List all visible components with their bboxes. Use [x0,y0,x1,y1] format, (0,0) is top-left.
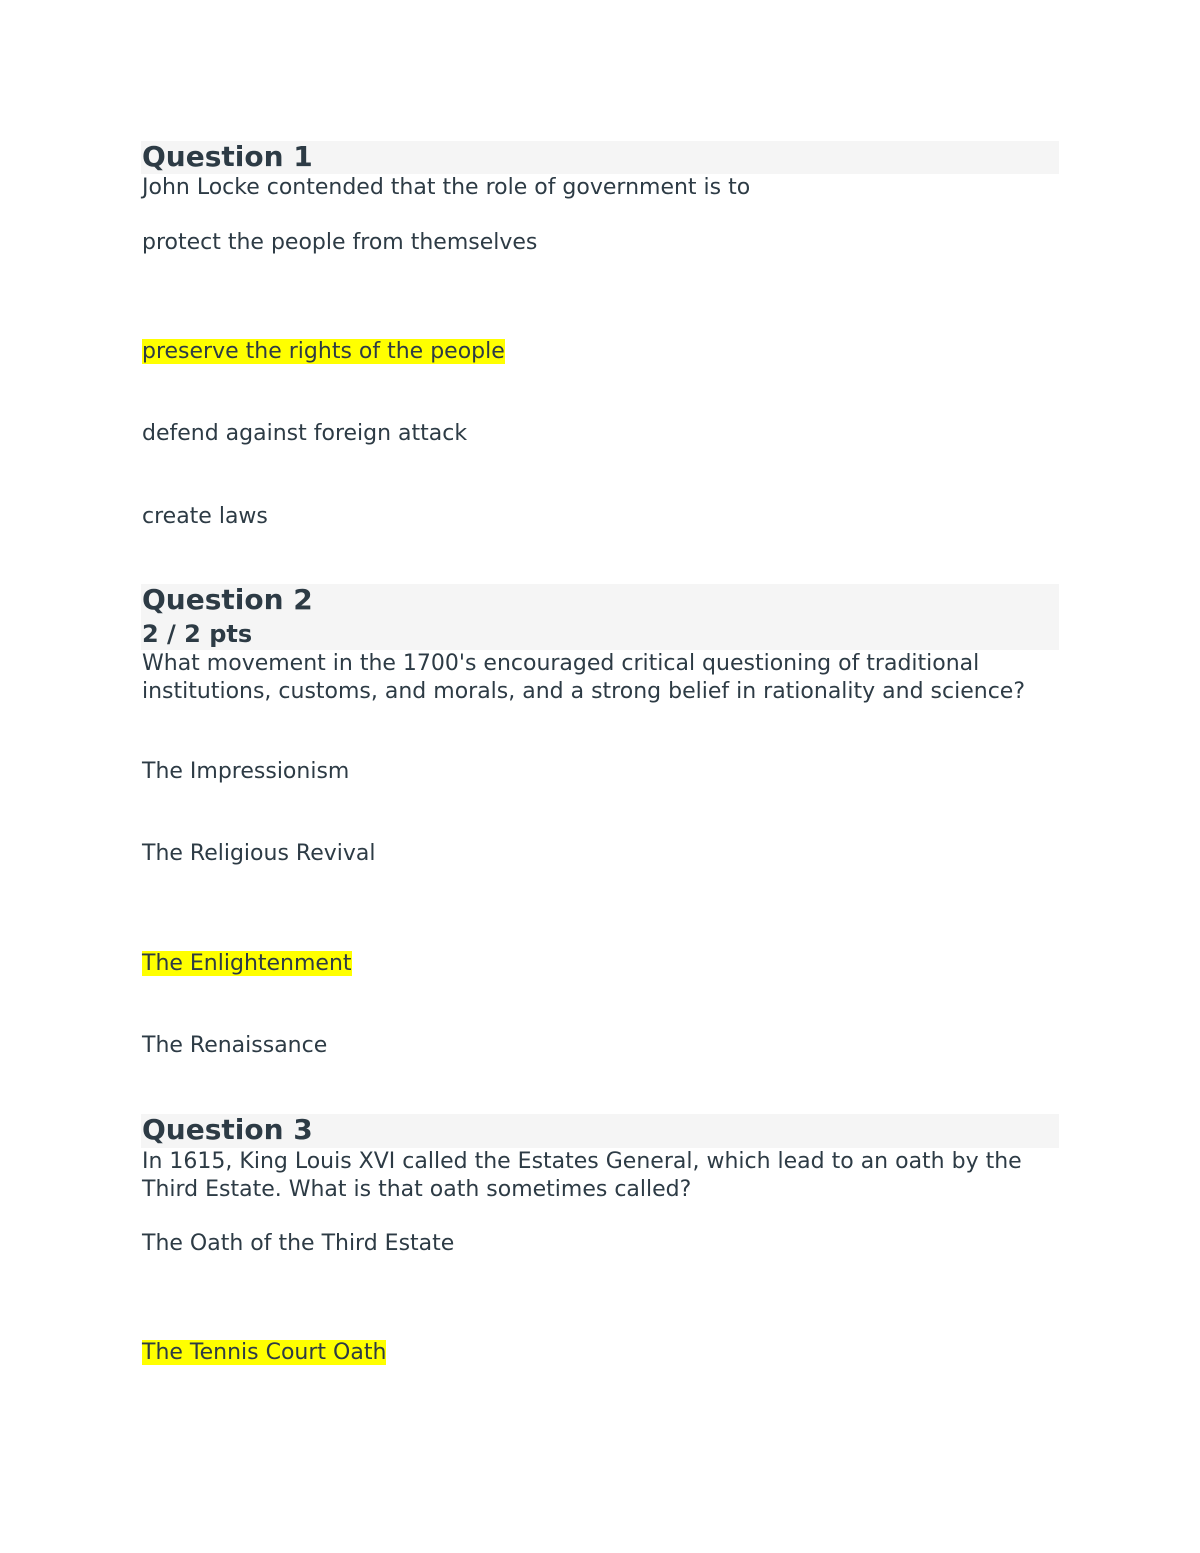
question-2-answer-1 [142,757,349,787]
question-3-title: Question 3 [142,1113,313,1146]
question-1-answer-4 [142,502,268,532]
answer-text: preserve the rights of the people [142,339,505,364]
answer-text: create laws [142,504,268,529]
question-2-answer-4 [142,1031,327,1061]
question-1-prompt: John Locke contended that the role of government is to [142,175,751,200]
question-1-header [141,141,1059,174]
answer-text: defend against foreign attack [142,421,468,446]
question-1-answer-3 [142,419,467,449]
answer-text: protect the people from themselves [142,230,538,255]
question-3-answer-2-highlighted [142,1338,386,1368]
question-2-points: 2 / 2 pts [142,620,253,648]
question-3-answer-1 [142,1229,454,1259]
question-2-title: Question 2 [142,583,313,616]
answer-text: The Renaissance [142,1033,328,1058]
answer-text: The Tennis Court Oath [142,1340,387,1365]
question-2-header [141,584,1059,650]
question-2-answer-3-highlighted [142,949,352,979]
answer-text: The Religious Revival [142,841,376,866]
question-1-answer-2-highlighted [142,337,505,367]
question-1-title: Question 1 [142,140,313,173]
answer-text: The Enlightenment [142,951,352,976]
question-2-answer-2 [142,839,375,869]
answer-text: The Oath of the Third Estate [142,1231,455,1256]
question-2-prompt: What movement in the 1700's encouraged critical questioning of traditional institutions, customs, and morals, and a strong belief in rationality and science? [142,651,1026,704]
question-1-answer-1 [142,228,537,258]
question-3-header [141,1114,1059,1148]
question-3-prompt: In 1615, King Louis XVI called the Estates General, which lead to an oath by the Third Estate. What is that oath sometimes called? [142,1149,1022,1202]
answer-text: The Impressionism [142,759,350,784]
